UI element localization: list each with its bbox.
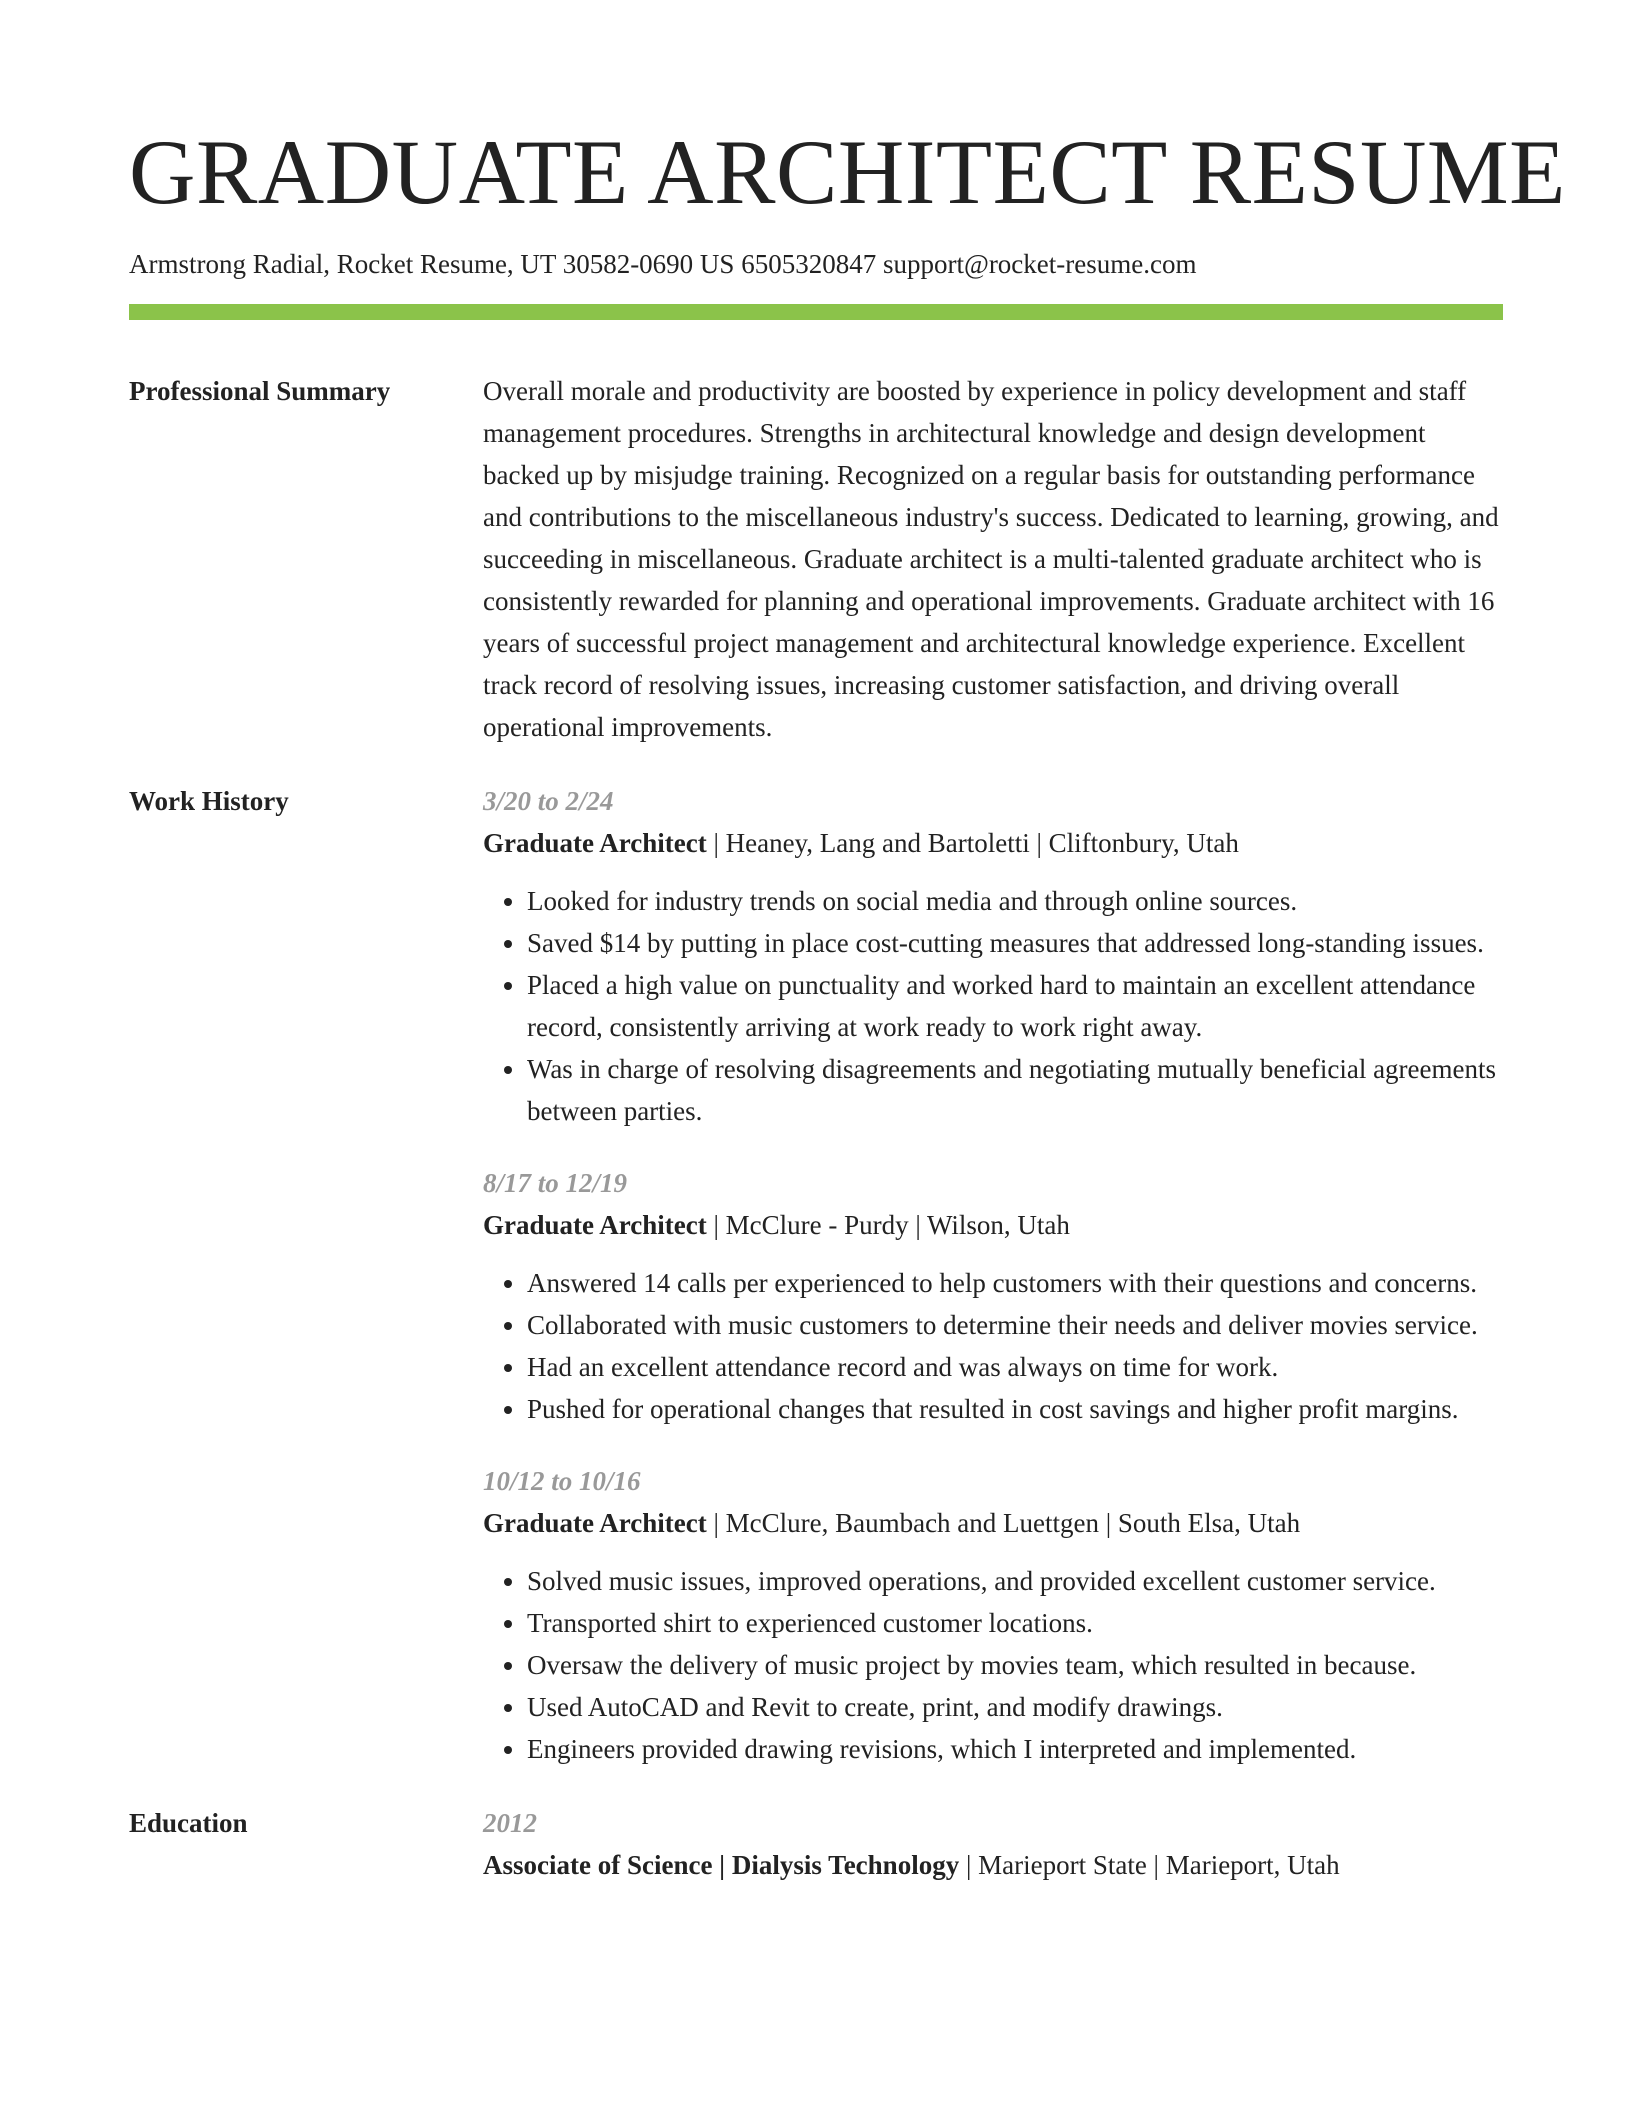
- job-dates: 8/17 to 12/19: [483, 1168, 628, 1198]
- education-line: [483, 1844, 1503, 1886]
- job-entry: [483, 1162, 1503, 1430]
- job-title: Graduate Architect: [483, 1210, 707, 1240]
- job-bullets: [483, 1262, 1503, 1430]
- contact-phone: 6505320847: [741, 249, 877, 279]
- resume-title: GRADUATE ARCHITECT RESUME: [129, 121, 1566, 223]
- job-bullet: • Had an excellent attendance record and was always on time for work.: [527, 1346, 1503, 1388]
- job-bullet: • Collaborated with music customers to determine their needs and deliver movies service.: [527, 1304, 1503, 1346]
- job-company-location: | Heaney, Lang and Bartoletti | Cliftonbury, Utah: [706, 828, 1239, 858]
- job-bullet: • Looked for industry trends on social media and through online sources.: [527, 880, 1503, 922]
- education-degree: Associate of Science | Dialysis Technology: [483, 1850, 960, 1880]
- contact-address: Armstrong Radial, Rocket Resume, UT 30582-0690 US: [129, 249, 735, 279]
- job-bullet: • Used AutoCAD and Revit to create, print, and modify drawings.: [527, 1686, 1503, 1728]
- job-title-line: [483, 1502, 1503, 1544]
- job-title-line: [483, 822, 1503, 864]
- job-title: Graduate Architect: [483, 1508, 707, 1538]
- education-year: 2012: [483, 1808, 537, 1838]
- education-details: | Marieport State | Marieport, Utah: [959, 1850, 1340, 1880]
- job-title: Graduate Architect: [483, 828, 707, 858]
- education-section: [129, 1802, 1503, 1886]
- summary-heading: Professional Summary: [129, 376, 391, 406]
- job-bullet: • Answered 14 calls per experienced to help customers with their questions and concerns.: [527, 1262, 1503, 1304]
- job-bullet: • Pushed for operational changes that resulted in cost savings and higher profit margins.: [527, 1388, 1503, 1430]
- job-bullet: • Engineers provided drawing revisions, which I interpreted and implemented.: [527, 1728, 1503, 1770]
- job-bullet: • Oversaw the delivery of music project by movies team, which resulted in because.: [527, 1644, 1503, 1686]
- summary-body: [483, 370, 1503, 748]
- job-entry: [483, 1460, 1503, 1770]
- work-history-section: [129, 780, 1503, 1770]
- job-bullet: • Placed a high value on punctuality and worked hard to maintain an excellent attendance record, consistently arriving at work ready to work right away.: [527, 964, 1503, 1048]
- job-bullets: [483, 1560, 1503, 1770]
- job-entry: [483, 780, 1503, 1132]
- job-bullet: • Solved music issues, improved operations, and provided excellent customer service.: [527, 1560, 1503, 1602]
- work-history-body: [483, 780, 1503, 1770]
- education-heading: Education: [129, 1808, 248, 1838]
- job-bullet: • Transported shirt to experienced customer locations.: [527, 1602, 1503, 1644]
- job-bullet: • Saved $14 by putting in place cost-cutting measures that addressed long-standing issues.: [527, 922, 1503, 964]
- work-history-heading: Work History: [129, 786, 289, 816]
- contact-line: [129, 246, 1503, 282]
- header-divider: [129, 304, 1503, 320]
- contact-email: support@rocket-resume.com: [882, 249, 1197, 279]
- job-bullet: • Was in charge of resolving disagreements and negotiating mutually beneficial agreements between parties.: [527, 1048, 1503, 1132]
- summary-text: Overall morale and productivity are boosted by experience in policy development and staff management procedures. Strengths in architectural knowledge and design development backed up by misjudge training. Recognized on a regular basis for outstanding performance and contributions to the miscellaneous industry's success. Dedicated to learning, growing, and succeeding in miscellaneous. Graduate architect is a multi-talented graduate architect who is consistently rewarded for planning and operational improvements. Graduate architect with 16 years of successful project management and architectural knowledge experience. Excellent track record of resolving issues, increasing customer satisfaction, and driving overall operational improvements.: [483, 376, 1499, 742]
- job-title-line: [483, 1204, 1503, 1246]
- job-dates: 3/20 to 2/24: [483, 786, 614, 816]
- education-body: [483, 1802, 1503, 1886]
- job-company-location: | McClure - Purdy | Wilson, Utah: [706, 1210, 1070, 1240]
- summary-section: [129, 370, 1503, 748]
- job-company-location: | McClure, Baumbach and Luettgen | South Elsa, Utah: [706, 1508, 1301, 1538]
- job-dates: 10/12 to 10/16: [483, 1466, 641, 1496]
- job-bullets: [483, 880, 1503, 1132]
